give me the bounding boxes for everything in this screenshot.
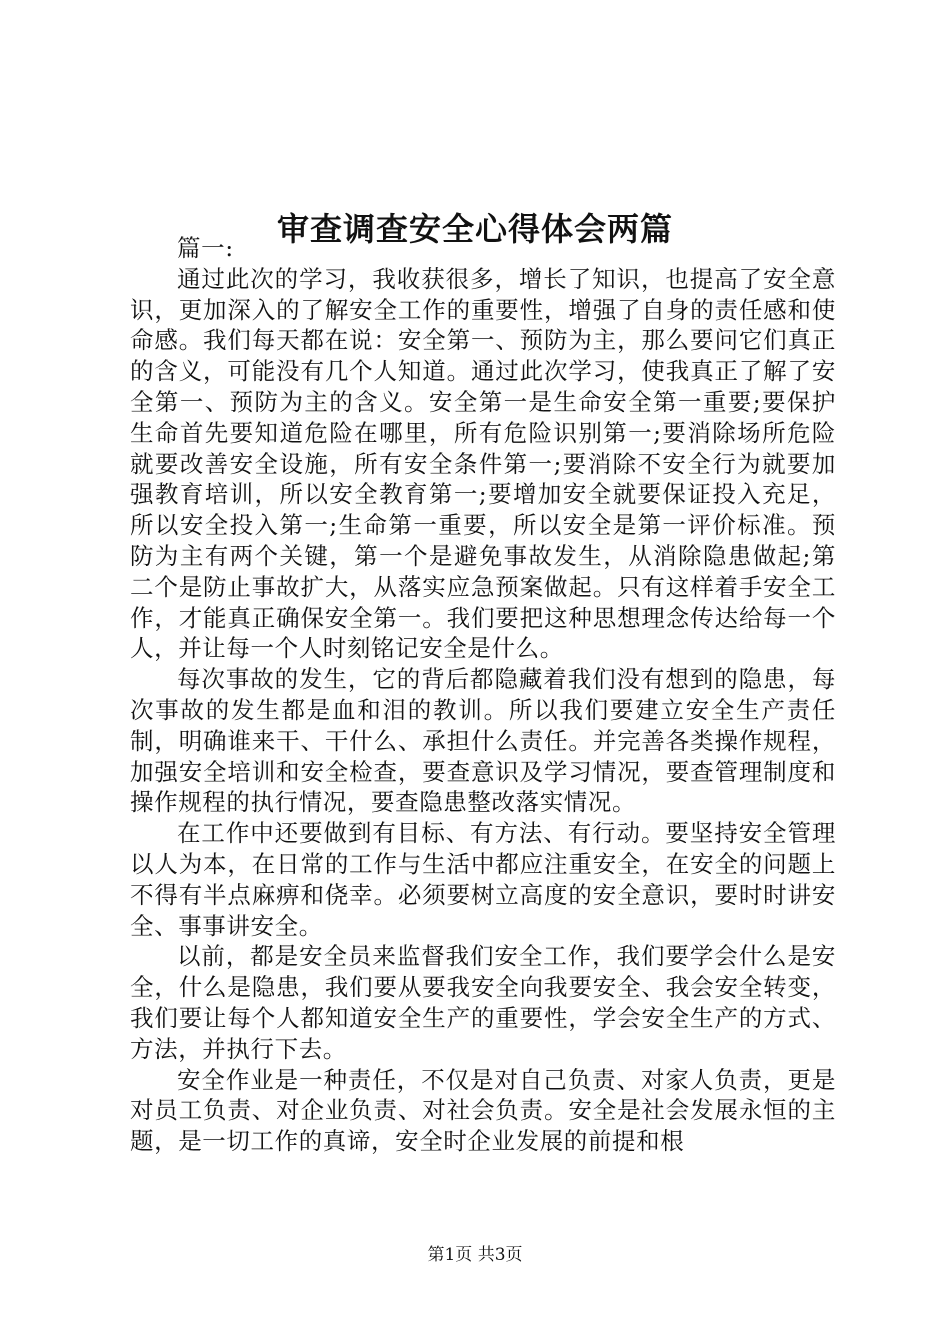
page-footer: 第1页 共3页 bbox=[427, 1245, 523, 1265]
paragraph: 以前，都是安全员来监督我们安全工作，我们要学会什么是安全，什么是隐患，我们要从要我安全向我要安全、我会安全转变，我们要让每个人都知道安全生产的重要性，学会安全生产的方式、方法，并执行下去。 bbox=[130, 942, 836, 1063]
paragraph: 每次事故的发生，它的背后都隐藏着我们没有想到的隐患，每次事故的发生都是血和泪的教训。所以我们要建立安全生产责任制，明确谁来干、干什么、承担什么责任。并完善各类操作规程，加强安全培训和安全检查，要查意识及学习情况，要查管理制度和操作规程的执行情况，要查隐患整改落实情况。 bbox=[130, 665, 836, 817]
section-heading: 篇一: bbox=[177, 234, 234, 262]
paragraph: 在工作中还要做到有目标、有方法、有行动。要坚持安全管理以人为本，在日常的工作与生活中都应注重安全，在安全的问题上不得有半点麻痹和侥幸。必须要树立高度的安全意识，要时时讲安全、事事讲安全。 bbox=[130, 819, 836, 940]
paragraph: 通过此次的学习，我收获很多，增长了知识，也提高了安全意识，更加深入的了解安全工作的重要性，增强了自身的责任感和使命感。我们每天都在说：安全第一、预防为主，那么要问它们真正的含义，可能没有几个人知道。通过此次学习，使我真正了解了安全第一、预防为主的含义。安全第一是生命安全第一重要;要保护生命首先要知道危险在哪里，所有危险识别第一;要消除场所危险就要改善安全设施，所有安全条件第一;要消除不安全行为就要加强教育培训，所以安全教育第一;要增加安全就要保证投入充足，所以安全投入第一;生命第一重要，所以安全是第一评价标准。预防为主有两个关键，第一个是避免事故发生，从消除隐患做起;第二个是防止事故扩大，从落实应急预案做起。只有这样着手安全工作，才能真正确保安全第一。我们要把这种思想理念传达给每一个人，并让每一个人时刻铭记安全是什么。 bbox=[130, 264, 836, 663]
paragraph: 安全作业是一种责任，不仅是对自己负责、对家人负责，更是对员工负责、对企业负责、对社会负责。安全是社会发展永恒的主题，是一切工作的真谛，安全时企业发展的前提和根 bbox=[130, 1065, 836, 1156]
document-title: 审查调查安全心得体会两篇 bbox=[276, 210, 673, 249]
document-body bbox=[130, 233, 836, 1157]
